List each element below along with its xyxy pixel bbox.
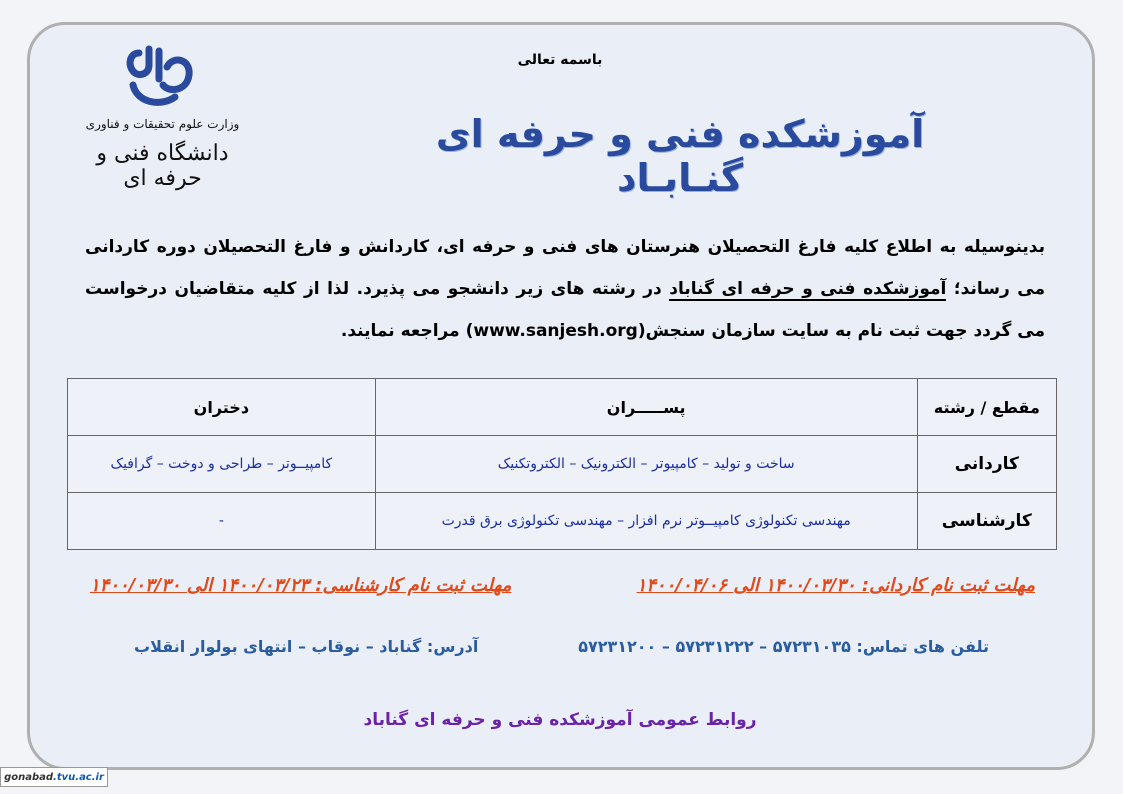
site-domain: .tvu.ac.ir bbox=[53, 771, 104, 783]
table-row bbox=[68, 493, 1057, 550]
table-header: دختران bbox=[68, 379, 376, 436]
karshenasi-deadline: مهلت ثبت نام کارشناسی: ۱۴۰۰/۰۳/۲۳ الی ۱۴۰۰/۰۳/۳۰ bbox=[90, 575, 512, 596]
table-header: مقطع / رشته bbox=[917, 379, 1056, 436]
table-cell: مهندسی تکنولوژی کامپیــوتر نرم افزار – مهندسی تکنولوژی برق قدرت bbox=[375, 493, 917, 550]
contact-phones: تلفن های تماس: ۵۷۲۳۱۰۳۵ – ۵۷۲۳۱۲۲۲ – ۵۷۲۳۱۲۰۰ bbox=[578, 637, 989, 656]
site-url-badge[interactable] bbox=[0, 767, 108, 787]
announcement-part-1: بدینوسیله به اطلاع کلیه فارغ التحصیلان هنرستان های فنی و حرفه ای، کاردانش و فارغ التحصیلان دوره کاردانی می رساند؛ bbox=[85, 237, 1045, 299]
contact-address: آدرس: گناباد – نوقاب – انتهای بولوار انقلاب bbox=[134, 637, 479, 656]
university-name: دانشگاه فنی و حرفه ای bbox=[96, 141, 229, 191]
kardani-deadline: مهلت ثبت نام کاردانی: ۱۴۰۰/۰۳/۳۰ الی ۱۴۰۰/۰۴/۰۶ bbox=[636, 575, 1035, 596]
table-cell: کامپیــوتر – طراحی و دوخت – گرافیک bbox=[68, 436, 376, 493]
ministry-name: وزارت علوم تحقیقات و فناوری bbox=[85, 117, 240, 131]
table-cell: - bbox=[68, 493, 376, 550]
page-title: آموزشکده فنی و حرفه ای گنـابـاد bbox=[435, 112, 925, 200]
table-cell-level: کاردانی bbox=[917, 436, 1056, 493]
public-relations-signature: روابط عمومی آموزشکده فنی و حرفه ای گناباد bbox=[363, 710, 757, 730]
university-logo bbox=[70, 45, 255, 195]
bismillah-heading: باسمه تعالی bbox=[517, 52, 603, 68]
table-header: پســـــران bbox=[375, 379, 917, 436]
site-host: gonabad bbox=[4, 771, 54, 783]
table-header-row bbox=[68, 379, 1057, 436]
table-cell-level: کارشناسی bbox=[917, 493, 1056, 550]
table-cell: ساخت و تولید – کامپیوتر – الکترونیک – الکتروتکنیک bbox=[375, 436, 917, 493]
announcement-text bbox=[85, 226, 1045, 352]
announcement-part-2: در رشته های زیر دانشجو می پذیرد. لذا از کلیه متقاضیان درخواست می گردد جهت ثبت نام به سایت سازمان سنجش(www.sanjesh.org) مراجعه نمایند. bbox=[85, 279, 1045, 341]
table-row bbox=[68, 436, 1057, 493]
tvu-logo-icon bbox=[125, 45, 195, 111]
majors-table bbox=[67, 378, 1057, 550]
announcement-highlight: آموزشکده فنی و حرفه ای گناباد bbox=[669, 279, 947, 299]
